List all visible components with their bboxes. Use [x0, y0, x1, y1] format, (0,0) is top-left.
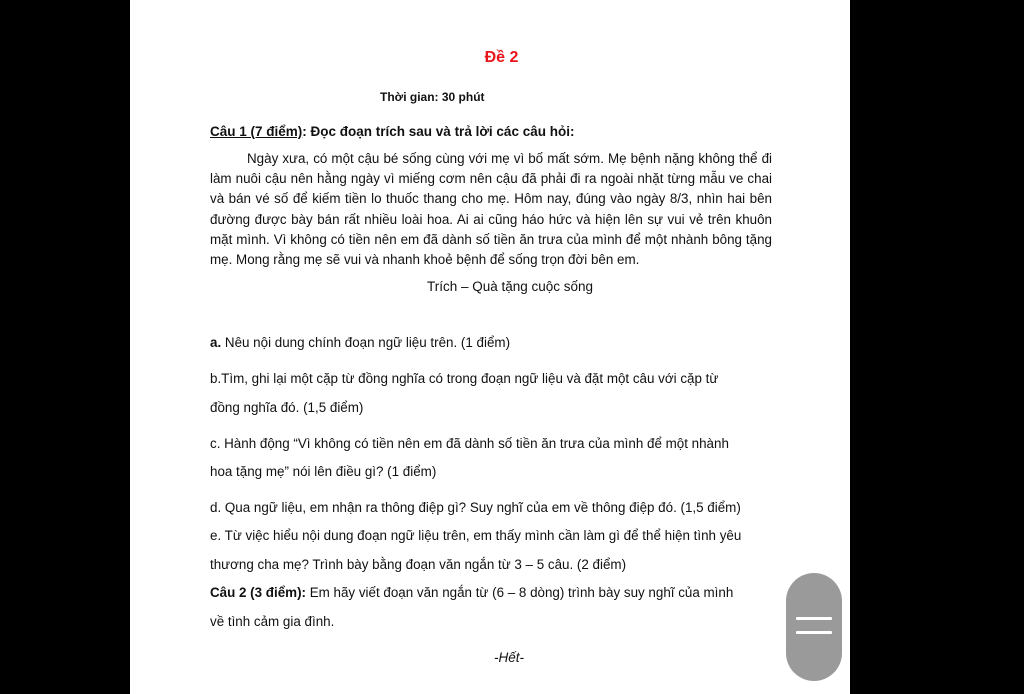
question-b-line-1: b.Tìm, ghi lại một cặp từ đồng nghĩa có trong đoạn ngữ liệu và đặt một câu với cặp từ — [210, 371, 719, 386]
document-page — [130, 0, 850, 694]
question-c-line-1: c. Hành động “Vì không có tiền nên em đã dành số tiền ăn trưa của mình để một nhành — [210, 436, 729, 451]
question-1-instruction: : Đọc đoạn trích sau và trả lời các câu hỏi: — [302, 124, 575, 139]
question-a — [210, 335, 510, 350]
question-b-line-2: đồng nghĩa đó. (1,5 điểm) — [210, 400, 364, 415]
reading-passage — [210, 149, 772, 270]
scroll-handle-button[interactable] — [786, 573, 842, 681]
end-marker: -Hết- — [494, 650, 524, 665]
question-a-text: Nêu nội dung chính đoạn ngữ liệu trên. (1 điểm) — [221, 335, 511, 350]
question-e-line-2: thương cha mẹ? Trình bày bằng đoạn văn ngắn từ 3 – 5 câu. (2 điểm) — [210, 557, 627, 572]
time-limit: Thời gian: 30 phút — [380, 90, 485, 104]
question-1-label: Câu 1 (7 điểm) — [210, 124, 303, 139]
passage-text: Ngày xưa, có một cậu bé sống cùng với mẹ vì bố mất sớm. Mẹ bệnh nặng không thể đi làm nuôi cậu nên hằng ngày vì miếng cơm nên cậu đã phải đi ra ngoài nhặt từng mẫu ve chai và bán vé số để kiếm tiền lo thuốc thang cho mẹ. Hôm nay, đúng vào ngày 8/3, nhìn hai bên đường được bày bán rất nhiều loài hoa. Ai ai cũng háo hức và hiện lên sự vui vẻ trên khuôn mặt mình. Vì không có tiền nên em đã dành số tiền ăn trưa của mình để một nhành bông tặng mẹ. Mong rằng mẹ sẽ vui và nhanh khoẻ bệnh để sống trọn đời bên em. — [210, 151, 772, 268]
question-2-text: Em hãy viết đoạn văn ngắn từ (6 – 8 dòng) trình bày suy nghĩ của mình — [305, 585, 734, 600]
question-c-line-2: hoa tặng mẹ” nói lên điều gì? (1 điểm) — [210, 464, 437, 479]
question-d: d. Qua ngữ liệu, em nhận ra thông điệp gì? Suy nghĩ của em về thông điệp đó. (1,5 điểm) — [210, 500, 741, 515]
question-2-line-2: về tình cảm gia đình. — [210, 614, 335, 629]
passage-source: Trích – Quà tặng cuộc sống — [426, 279, 594, 294]
question-2 — [210, 585, 733, 600]
question-2-label: Câu 2 (3 điểm): — [210, 585, 306, 600]
question-a-label: a. — [210, 335, 222, 350]
question-e-line-1: e. Từ việc hiểu nội dung đoạn ngữ liệu trên, em thấy mình cần làm gì để thể hiện tình yêu — [210, 528, 742, 543]
exam-title: Đề 2 — [484, 49, 519, 66]
question-1-heading — [210, 124, 574, 139]
